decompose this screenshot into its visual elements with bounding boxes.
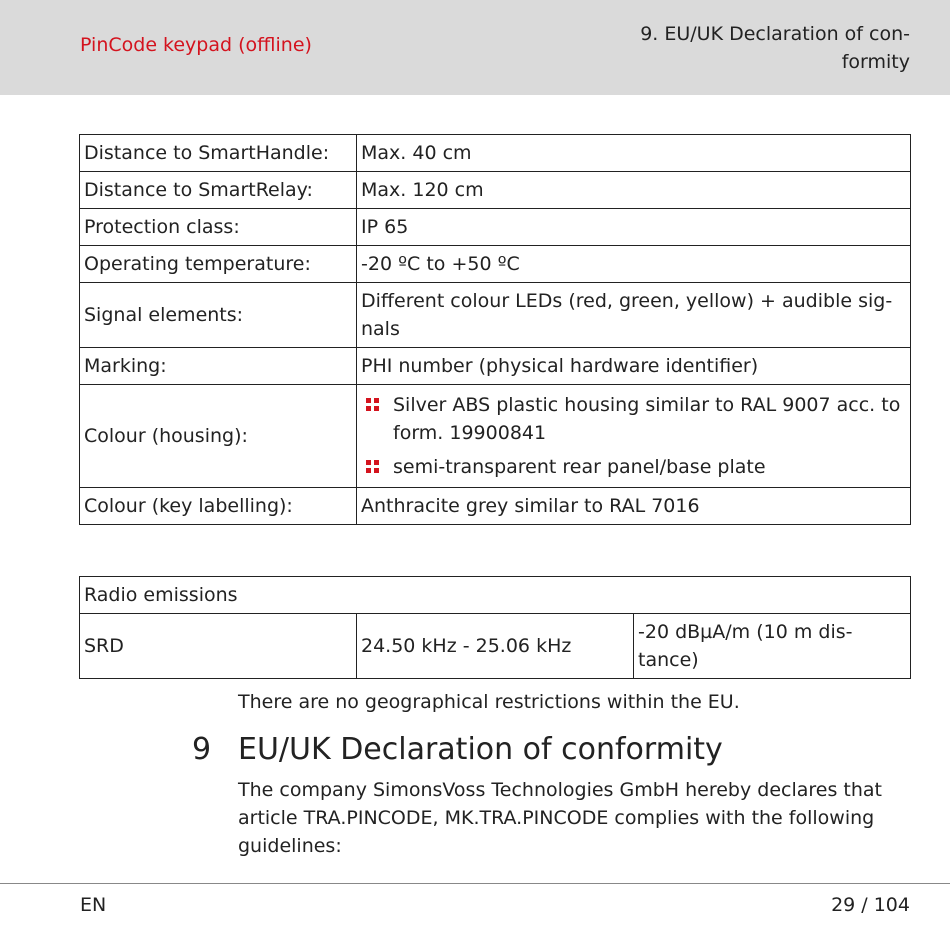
spec-label: Distance to SmartHandle: (80, 135, 357, 172)
table-header-row (80, 577, 911, 614)
spec-value: PHI number (physical hardware identifier) (357, 348, 911, 385)
list-item (361, 453, 906, 481)
list-item-text: semi-transparent rear panel/base plate (393, 456, 766, 478)
table-row (80, 172, 911, 209)
page-number: 29 / 104 (831, 894, 910, 916)
spec-value: IP 65 (357, 209, 911, 246)
frequency-range: 24.50 kHz - 25.06 kHz (357, 614, 634, 679)
footer-language: EN (80, 894, 107, 916)
table-row (80, 385, 911, 488)
page-header (0, 0, 950, 95)
chapter-title-line-1: 9. EU/UK Declaration of con- (640, 23, 910, 45)
spec-label: Marking: (80, 348, 357, 385)
section-heading (192, 730, 723, 770)
table-row (80, 246, 911, 283)
housing-colour-list (361, 391, 906, 481)
spec-value (357, 385, 911, 488)
table-row (80, 135, 911, 172)
restriction-note: There are no geographical restrictions within the EU. (238, 691, 740, 713)
spec-label: Colour (housing): (80, 385, 357, 488)
bullet-icon (366, 398, 379, 411)
table-row (80, 283, 911, 348)
radio-emissions-table (79, 576, 911, 679)
emission-type: SRD (80, 614, 357, 679)
spec-label: Distance to SmartRelay: (80, 172, 357, 209)
spec-value: Max. 40 cm (357, 135, 911, 172)
bullet-icon (366, 460, 379, 473)
table-header: Radio emissions (80, 577, 911, 614)
list-item (361, 391, 906, 447)
document-title: PinCode keypad (offline) (80, 34, 312, 56)
table-row (80, 614, 911, 679)
spec-label: Colour (key labelling): (80, 488, 357, 525)
section-title: EU/UK Declaration of conformity (238, 732, 723, 767)
section-number: 9 (192, 732, 212, 767)
spec-label: Signal elements: (80, 283, 357, 348)
footer-divider (0, 883, 950, 884)
chapter-title (610, 20, 910, 76)
chapter-title-line-2: formity (841, 51, 910, 73)
emission-power: -20 dBµA/m (10 m dis-tance) (634, 614, 911, 679)
table-row (80, 209, 911, 246)
declaration-paragraph: The company SimonsVoss Technologies GmbH hereby declares that article TRA.PINCODE, MK.TRA.PINCODE complies with the following guidelines: (238, 779, 882, 857)
table-row (80, 488, 911, 525)
spec-value: Anthracite grey similar to RAL 7016 (357, 488, 911, 525)
spec-value: -20 ºC to +50 ºC (357, 246, 911, 283)
list-item-text: Silver ABS plastic housing similar to RAL 9007 acc. to form. 19900841 (393, 394, 901, 444)
specifications-table (79, 134, 911, 525)
spec-label: Operating temperature: (80, 246, 357, 283)
spec-value: Different colour LEDs (red, green, yellow) + audible sig-nals (357, 283, 911, 348)
table-row (80, 348, 911, 385)
spec-value: Max. 120 cm (357, 172, 911, 209)
spec-label: Protection class: (80, 209, 357, 246)
